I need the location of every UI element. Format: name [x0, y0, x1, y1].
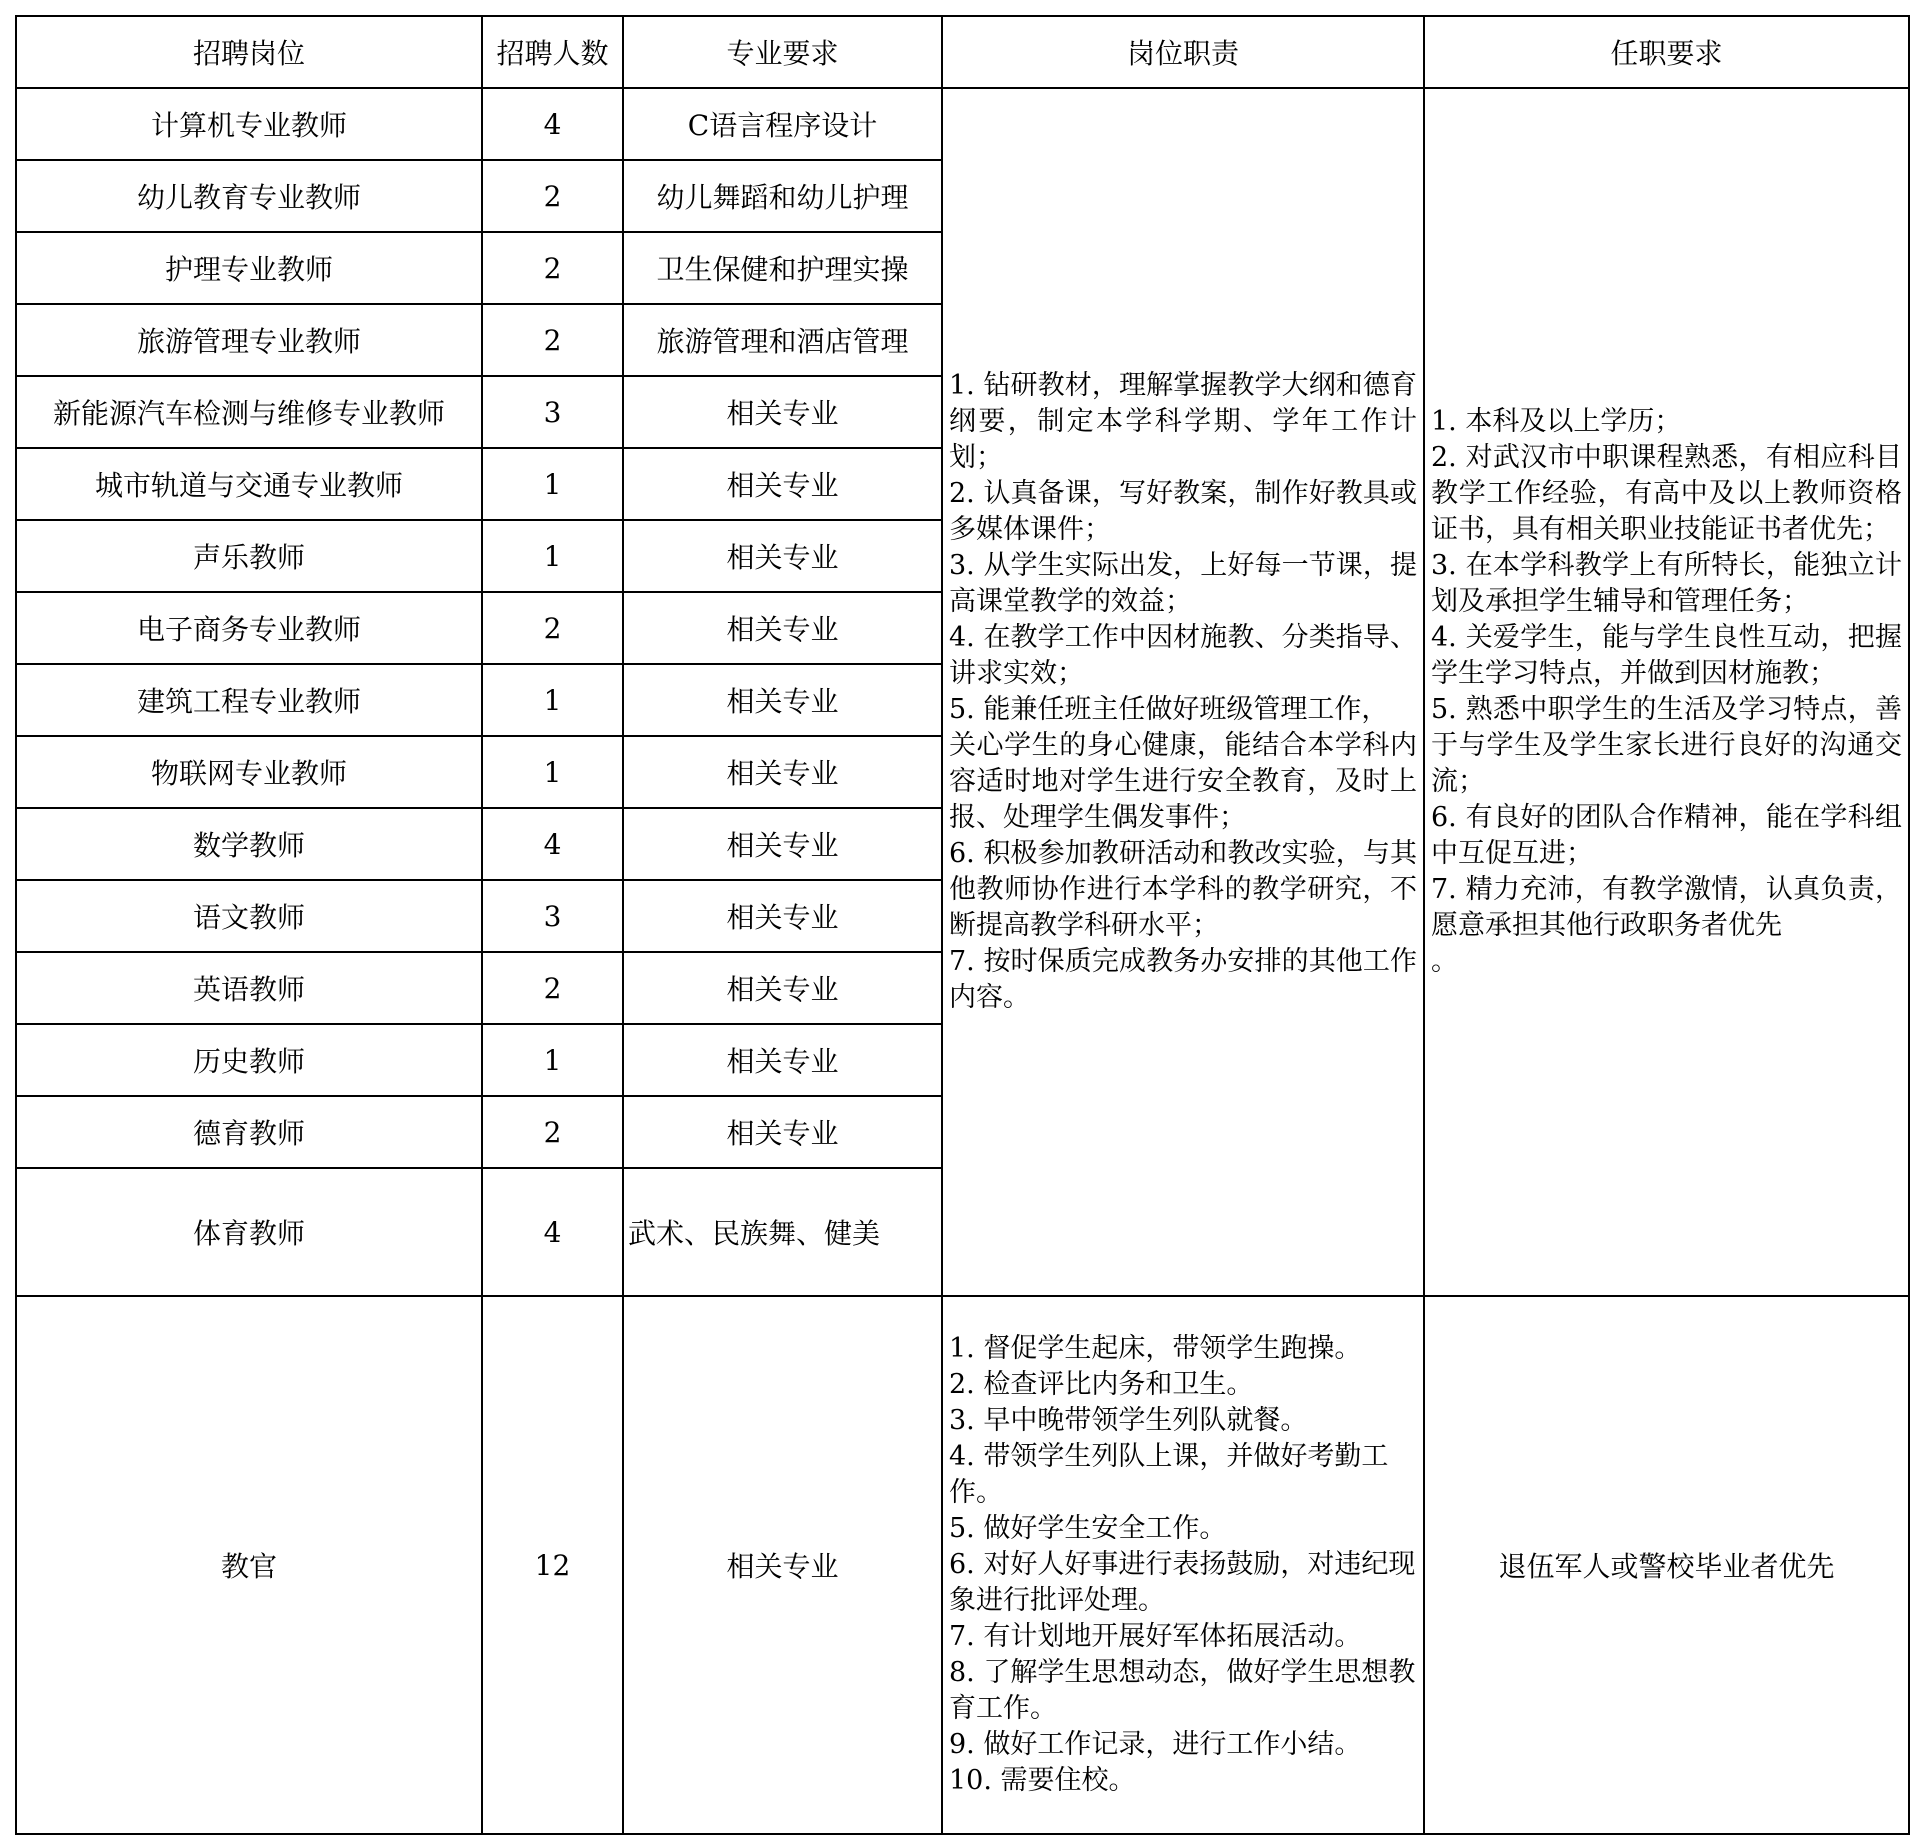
- requirement-item: 4. 关爱学生，能与学生良性互动，把握学生学习特点，并做到因材施教；: [1431, 622, 1902, 689]
- count-cell: 2: [482, 304, 623, 376]
- count-cell: 2: [482, 592, 623, 664]
- position-cell: 历史教师: [16, 1024, 482, 1096]
- count-cell: 3: [482, 376, 623, 448]
- position-cell: 数学教师: [16, 808, 482, 880]
- recruitment-table: [15, 15, 1910, 1835]
- header-count: 招聘人数: [482, 16, 623, 88]
- duty-item: 3. 早中晚带领学生列队就餐。: [949, 1405, 1308, 1436]
- count-cell: 12: [482, 1296, 623, 1834]
- position-cell: 幼儿教育专业教师: [16, 160, 482, 232]
- major-cell: 相关专业: [623, 808, 942, 880]
- position-cell: 新能源汽车检测与维修专业教师: [16, 376, 482, 448]
- count-cell: 1: [482, 664, 623, 736]
- count-cell: 1: [482, 1024, 623, 1096]
- duty-item: 关心学生的身心健康，能结合本学科内容适时地对学生进行安全教育，及时上报、处理学生偶发事件；: [949, 730, 1417, 833]
- teacher-requirements-cell: [1424, 88, 1909, 1296]
- major-cell: 相关专业: [623, 1296, 942, 1834]
- major-cell: 武术、民族舞、健美: [623, 1168, 942, 1296]
- duty-item: 7. 有计划地开展好军体拓展活动。: [949, 1621, 1362, 1652]
- duty-item: 1. 督促学生起床，带领学生跑操。: [949, 1333, 1362, 1364]
- duty-item: 8. 了解学生思想动态，做好学生思想教育工作。: [949, 1657, 1416, 1724]
- position-cell: 城市轨道与交通专业教师: [16, 448, 482, 520]
- table-row: [16, 88, 1909, 160]
- header-requirements: 任职要求: [1424, 16, 1909, 88]
- duty-item: 4. 带领学生列队上课，并做好考勤工作。: [949, 1441, 1389, 1508]
- major-cell: 卫生保健和护理实操: [623, 232, 942, 304]
- major-cell: 相关专业: [623, 736, 942, 808]
- duty-item: 10. 需要住校。: [949, 1765, 1136, 1796]
- requirement-item: 。: [1431, 946, 1458, 977]
- duty-item: 5. 能兼任班主任做好班级管理工作，: [949, 694, 1389, 725]
- duty-item: 3. 从学生实际出发，上好每一节课，提高课堂教学的效益；: [949, 550, 1417, 617]
- position-cell: 德育教师: [16, 1096, 482, 1168]
- duty-item: 9. 做好工作记录，进行工作小结。: [949, 1729, 1362, 1760]
- position-cell: 建筑工程专业教师: [16, 664, 482, 736]
- position-cell: 体育教师: [16, 1168, 482, 1296]
- major-cell: 相关专业: [623, 952, 942, 1024]
- count-cell: 1: [482, 520, 623, 592]
- major-cell: 相关专业: [623, 448, 942, 520]
- requirement-item: 1. 本科及以上学历；: [1431, 406, 1682, 437]
- requirement-item: 5. 熟悉中职学生的生活及学习特点，善于与学生及学生家长进行良好的沟通交流；: [1431, 694, 1902, 797]
- major-cell: 幼儿舞蹈和幼儿护理: [623, 160, 942, 232]
- position-cell: 护理专业教师: [16, 232, 482, 304]
- major-cell: 相关专业: [623, 520, 942, 592]
- count-cell: 2: [482, 232, 623, 304]
- duty-item: 7. 按时保质完成教务办安排的其他工作内容。: [949, 946, 1417, 1013]
- instructor-row: [16, 1296, 1909, 1834]
- count-cell: 1: [482, 448, 623, 520]
- header-duties: 岗位职责: [942, 16, 1424, 88]
- position-cell: 语文教师: [16, 880, 482, 952]
- position-cell: 声乐教师: [16, 520, 482, 592]
- instructor-duties-cell: [942, 1296, 1424, 1834]
- count-cell: 4: [482, 1168, 623, 1296]
- count-cell: 2: [482, 1096, 623, 1168]
- major-cell: 相关专业: [623, 592, 942, 664]
- count-cell: 1: [482, 736, 623, 808]
- duty-item: 6. 积极参加教研活动和教改实验，与其他教师协作进行本学科的教学研究，不断提高教学科研水平；: [949, 838, 1417, 941]
- major-cell: 相关专业: [623, 1024, 942, 1096]
- duty-item: 2. 检查评比内务和卫生。: [949, 1369, 1254, 1400]
- count-cell: 2: [482, 160, 623, 232]
- position-cell: 计算机专业教师: [16, 88, 482, 160]
- count-cell: 2: [482, 952, 623, 1024]
- header-row: [16, 16, 1909, 88]
- major-cell: 旅游管理和酒店管理: [623, 304, 942, 376]
- instructor-requirement-cell: 退伍军人或警校毕业者优先: [1424, 1296, 1909, 1834]
- position-cell: 教官: [16, 1296, 482, 1834]
- duty-item: 1. 钻研教材，理解掌握教学大纲和德育纲要，制定本学科学期、学年工作计划；: [949, 370, 1417, 473]
- requirement-item: 3. 在本学科教学上有所特长，能独立计划及承担学生辅导和管理任务；: [1431, 550, 1902, 617]
- header-position: 招聘岗位: [16, 16, 482, 88]
- major-cell: 相关专业: [623, 376, 942, 448]
- major-cell: 相关专业: [623, 664, 942, 736]
- requirement-item: 6. 有良好的团队合作精神，能在学科组中互促互进；: [1431, 802, 1902, 869]
- count-cell: 4: [482, 88, 623, 160]
- position-cell: 物联网专业教师: [16, 736, 482, 808]
- position-cell: 电子商务专业教师: [16, 592, 482, 664]
- count-cell: 3: [482, 880, 623, 952]
- requirement-item: 2. 对武汉市中职课程熟悉，有相应科目教学工作经验，有高中及以上教师资格证书，具有相关职业技能证书者优先；: [1431, 442, 1902, 545]
- major-cell: C语言程序设计: [623, 88, 942, 160]
- header-major: 专业要求: [623, 16, 942, 88]
- major-cell: 相关专业: [623, 880, 942, 952]
- major-cell: 相关专业: [623, 1096, 942, 1168]
- position-cell: 旅游管理专业教师: [16, 304, 482, 376]
- duty-item: 5. 做好学生安全工作。: [949, 1513, 1227, 1544]
- duty-item: 4. 在教学工作中因材施教、分类指导、讲求实效；: [949, 622, 1417, 689]
- requirement-item: 7. 精力充沛，有教学激情，认真负责，愿意承担其他行政职务者优先: [1431, 874, 1902, 941]
- duty-item: 2. 认真备课，写好教案，制作好教具或多媒体课件；: [949, 478, 1417, 545]
- duty-item: 6. 对好人好事进行表扬鼓励，对违纪现象进行批评处理。: [949, 1549, 1416, 1616]
- count-cell: 4: [482, 808, 623, 880]
- position-cell: 英语教师: [16, 952, 482, 1024]
- teacher-duties-cell: [942, 88, 1424, 1296]
